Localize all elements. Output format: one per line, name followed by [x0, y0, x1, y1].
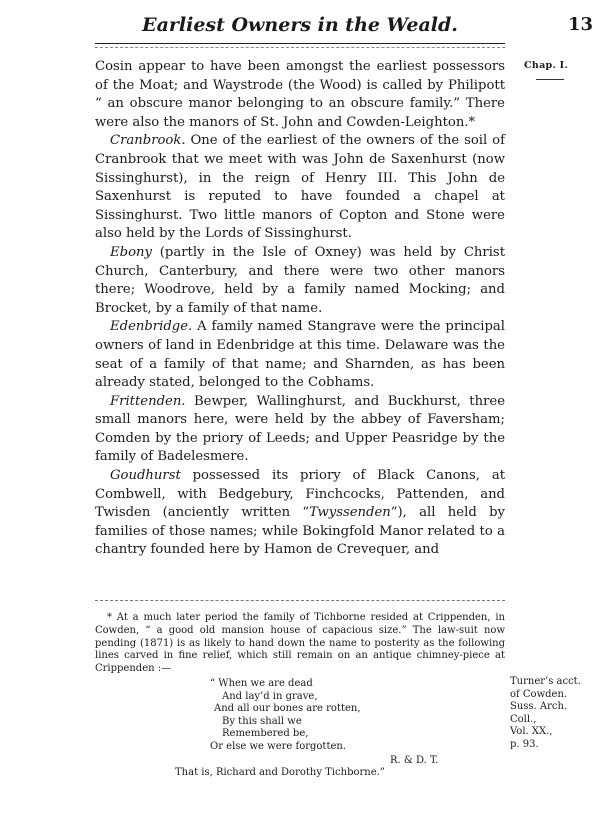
paragraph-frittenden: [95, 393, 505, 467]
marginal-reference: [510, 676, 595, 752]
reference-line: Coll.,: [510, 713, 537, 725]
ancient-spelling: Twyssenden: [309, 505, 391, 521]
verse-line: “ When we are dead: [210, 678, 313, 689]
running-title: Earliest Owners in the Weald.: [142, 14, 458, 36]
paragraph-text: possessed its priory of Black Canons, at Combwell, with Bedgebury, Finchcocks, Pattenden, and Twisden (anciently written “: [95, 468, 505, 521]
page-number: 13: [567, 14, 593, 35]
verse-initials: R. & D. T.: [390, 755, 439, 766]
place-name: Edenbridge.: [110, 319, 193, 335]
place-name: Goudhurst: [110, 468, 181, 484]
place-name: Ebony: [110, 244, 152, 260]
paragraph-text: A family named Stangrave were the principal owners of land in Edenbridge at this time. Delaware was the seat of a family of that name; and Sharnden, as has been already stated, belonged to the Cobhams.: [95, 319, 505, 391]
place-name: Cranbrook.: [110, 133, 186, 149]
verse-line: Remembered be,: [222, 728, 309, 740]
verse-line: And all our bones are rotten,: [214, 703, 361, 715]
footnote-rule: [95, 600, 505, 601]
verse-line: Or else we were forgotten.: [210, 740, 347, 752]
paragraph-edenbridge: [95, 318, 505, 392]
paragraph-text: Bewper, Wallinghurst, and Buckhurst, three small manors here, were held by the abbey of Faversham; Comden by the priory of Leeds; and Upper Peasridge by the family of Badelesmere.: [95, 393, 505, 465]
verse-inscription: [210, 678, 430, 754]
paragraph-cosin: Cosin appear to have been amongst the earliest possessors of the Moat; and Waystrode (the Wood) is called by Philipott “ an obscure manor belonging to an obscure family.” There were also the manors of St. John and Cowden-Leighton.*: [95, 59, 505, 130]
main-text: [95, 58, 505, 560]
reference-line: Vol. XX.,: [510, 726, 553, 738]
reference-line: of Cowden.: [510, 688, 568, 700]
paragraph-ebony: [95, 244, 505, 318]
reference-line: Suss. Arch.: [510, 701, 568, 713]
header-rule: [95, 43, 505, 44]
verse-attribution: That is, Richard and Dorothy Tichborne.”: [175, 767, 385, 778]
verse-line: And lay’d in grave,: [222, 690, 318, 702]
paragraph-goudhurst: [95, 467, 505, 560]
paragraph-text: ”), all held by families of those names; while Bokingfold Manor related to a chantry founded here by Hamon de Crevequer, and: [95, 505, 505, 558]
reference-line: p. 93.: [510, 738, 539, 750]
paragraph-text: (partly in the Isle of Oxney) was held by Christ Church, Canterbury, and there were two other manors there; Woodrove, held by a family named Mocking; and Brocket, by a family of that name.: [95, 244, 505, 316]
verse-line: By this shall we: [222, 715, 302, 727]
footnote-text: * At a much later period the family of Tichborne resided at Crippenden, in Cowden, “ a good old mansion house of capacious size.” The law-suit now pending (1871) is as likely to hand down the name to posterity as the following lines carved in fine relief, which still remain on an antique chimney-piece at Crippenden :—: [95, 612, 505, 675]
paragraph-cranbrook: [95, 132, 505, 244]
header-dashed-rule: [95, 47, 505, 48]
reference-line: Turner’s acct.: [510, 676, 581, 687]
paragraph-text: One of the earliest of the owners of the soil of Cranbrook that we meet with was John de Saxenhurst (now Sissinghurst), in the reign of Henry III. This John de Saxenhurst is reputed to have founded a chapel at Sissinghurst. Two little manors of Copton and Stone were also held by the Lords of Sissinghurst.: [95, 133, 505, 242]
running-header: [95, 12, 595, 40]
footnote: [95, 612, 505, 676]
chapter-underline: [536, 79, 564, 80]
chapter-label: Chap. I.: [524, 60, 569, 71]
place-name: Frittenden.: [110, 393, 186, 409]
chapter-marginal-note: [524, 60, 584, 80]
